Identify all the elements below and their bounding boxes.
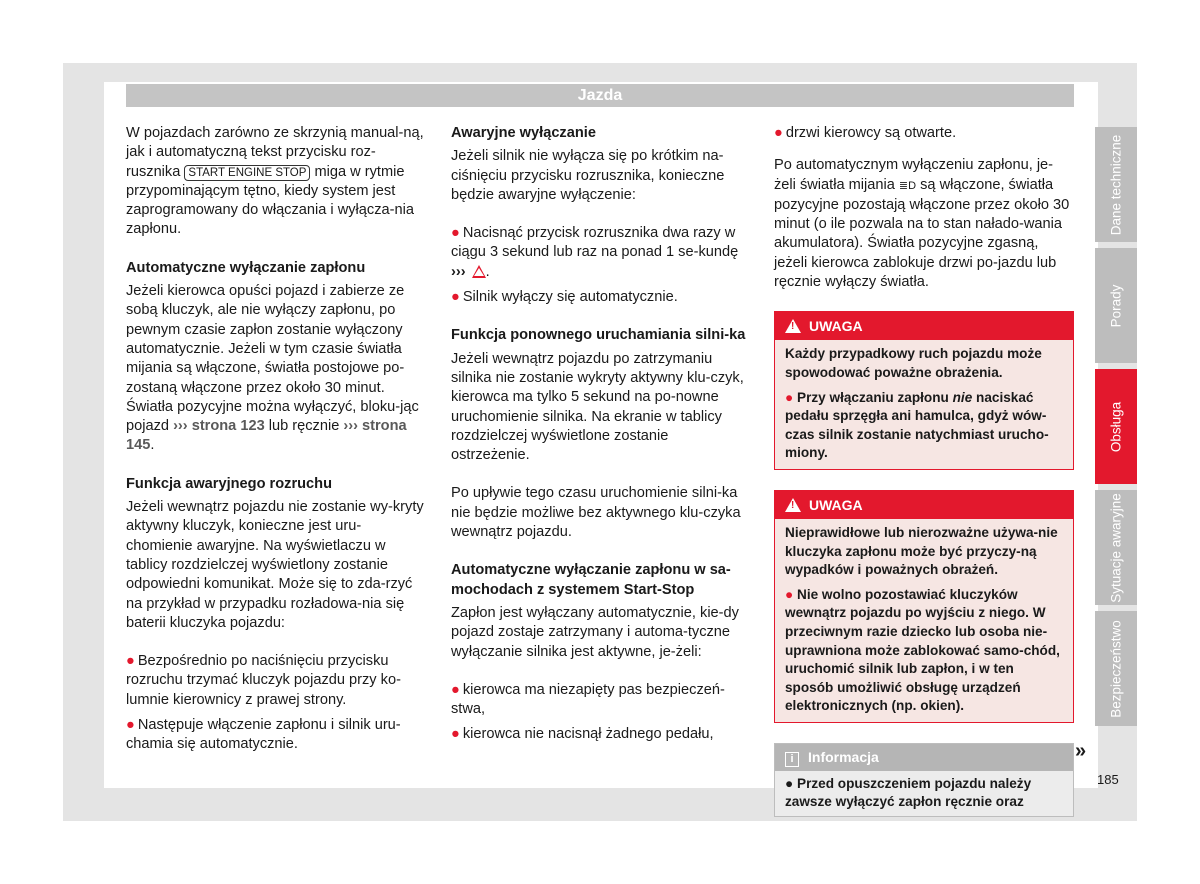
- warning-box-1: [774, 311, 1074, 470]
- list-item: ● Następuje włączenie zapłonu i silnik uru-chamia się automatycznie.: [126, 717, 401, 753]
- link-page-123[interactable]: ››› strona 123: [173, 418, 265, 435]
- heading-restart-function: Funkcja ponownego uruchamiania silni-ka: [451, 327, 746, 344]
- bullet-dot-icon: ●: [785, 775, 797, 791]
- warning-triangle-icon: [785, 319, 801, 333]
- column-1: [126, 124, 426, 774]
- low-beam-icon: ≣D: [898, 179, 917, 192]
- intro-paragraph: W pojazdach zarówno ze skrzynią manual-ną, jak i automatyczną tekst przycisku roz-rusznika START ENGINE STOP miga w rytmie przypominającym tętno, kiedy system jest zaprogramowany do włączania i wyłącza-nia zapłonu.: [126, 125, 424, 238]
- warning-triangle-icon: [472, 265, 486, 278]
- column-3: [774, 124, 1074, 817]
- list-item: ● Nacisnąć przycisk rozrusznika dwa razy w ciągu 3 sekund lub raz na ponad 1 se-kundę ››› .: [451, 225, 739, 280]
- paragraph-emergency-off: Jeżeli silnik nie wyłącza się po krótkim na-ciśnięciu przycisku rozrusznika, konieczne będzie awaryjne wyłączenie:: [451, 148, 725, 203]
- paragraph-lights: Po automatycznym wyłączeniu zapłonu, je-żeli światła mijania ≣D są włączone, światła pozycyjne pozostają włączone przez około 30 minut (o ile pozwala na to stan nałado-wania akumulatora). Światła pozycyjne zgasną, jeżeli kierowca zablokuje drzwi po-jazdu lub ręcznie wyłączy światła.: [774, 157, 1070, 291]
- start-engine-stop-button-label: START ENGINE STOP: [184, 165, 310, 181]
- tab-sytuacje-awaryjne[interactable]: Sytuacje awaryjne: [1095, 490, 1137, 605]
- link-warning-ref[interactable]: ›››: [451, 263, 466, 280]
- tab-obsluga[interactable]: Obsługa: [1095, 369, 1137, 484]
- warning-box-2: [774, 490, 1074, 723]
- list-item: ● Nie wolno pozostawiać kluczyków wewnątrz pojazdu po wyjściu z niego. W przeciwnym razie dziecko lub osoba nie-uprawniona może zablokować samo-chód, uruchomić silnik lub zapłon, i w ten sposób umożliwić obsługę urządzeń elektronicznych (np. okien).: [785, 586, 1060, 714]
- bullet-dot-icon: ●: [451, 726, 460, 743]
- paragraph-restart-timeout: Po upływie tego czasu uruchomienie silni-ka nie będzie możliwe bez aktywnego klu-czyka wewnątrz pojazdu.: [451, 485, 741, 541]
- list-item: ● kierowca nie nacisnął żadnego pedału,: [451, 726, 714, 743]
- warning-text: Każdy przypadkowy ruch pojazdu może spowodować poważne obrażenia.: [785, 346, 1042, 380]
- bullet-dot-icon: ●: [774, 125, 783, 141]
- heading-auto-ignition-off: Automatyczne wyłączanie zapłonu: [126, 259, 366, 276]
- paragraph-auto-ignition-off: Jeżeli kierowca opuści pojazd i zabierze ze sobą kluczyk, ale nie wyłączy zapłonu, po pewnym czasie zapłon zostanie wyłączony automatycznie. Jeżeli w tym czasie światła mijania są włączone, światła postojowe po-zostaną włączone przez około 30 minut. Światła pozycyjne można wyłączyć, bloku-jąc pojazd ››› strona 123 lub ręcznie ››› strona 145.: [126, 283, 419, 454]
- list-item: ● Bezpośrednio po naciśnięciu przycisku rozruchu trzymać kluczyk pojazdu przy ko-lumnie kierownicy z prawej strony.: [126, 653, 401, 708]
- tab-porady[interactable]: Porady: [1095, 248, 1137, 363]
- paragraph-start-stop: Zapłon jest wyłączany automatycznie, kie-dy pojazd zostaje zatrzymany i automa-tyczne wyłączanie silnika jest aktywne, je-żeli:: [451, 604, 739, 660]
- info-box-body: [775, 771, 1073, 816]
- list-item: ● Przy włączaniu zapłonu nie naciskać pedału sprzęgła ani hamulca, gdyż wów-czas silnik zostanie natychmiast urucho-miony.: [785, 389, 1049, 461]
- tab-dane-techniczne[interactable]: Dane techniczne: [1095, 127, 1137, 242]
- bullet-dot-icon: ●: [785, 586, 797, 602]
- bullet-dot-icon: ●: [126, 653, 135, 670]
- paragraph-restart-function: Jeżeli wewnątrz pojazdu po zatrzymaniu silnika nie zostanie wykryty aktywny klu-czyk, kierowca ma tylko 5 sekund na po-nowne uruchomienie silnika. Na ekranie w tablicy rozdzielczej wyświetlone zostanie ostrzeżenie.: [451, 350, 744, 464]
- list-item: ● kierowca ma niezapięty pas bezpieczeń-stwa,: [451, 681, 725, 718]
- tab-bezpieczenstwo[interactable]: Bezpieczeństwo: [1095, 611, 1137, 726]
- bullet-dot-icon: ●: [785, 389, 797, 405]
- warning-box-body: [775, 340, 1073, 469]
- bullet-dot-icon: ●: [451, 681, 460, 698]
- warning-triangle-icon: [785, 498, 801, 512]
- warning-text: Nieprawidłowe lub nierozważne używa-nie kluczyka zapłonu może być przyczy-ną wypadków i poważnych obrażeń.: [785, 524, 1058, 578]
- heading-emergency-off: Awaryjne wyłączanie: [451, 125, 596, 141]
- continued-arrow-icon: »: [1075, 740, 1087, 762]
- list-item: ● Silnik wyłączy się automatycznie.: [451, 289, 678, 306]
- link-page-145[interactable]: ››› strona 145: [126, 418, 407, 454]
- heading-start-stop: Automatyczne wyłączanie zapłonu w sa-mochodach z systemem Start-Stop: [451, 562, 731, 598]
- info-text: Przed opuszczeniem pojazdu należy zawsze wyłączyć zapłon ręcznie oraz: [785, 775, 1032, 810]
- list-item: ● drzwi kierowcy są otwarte.: [774, 125, 957, 141]
- heading-emergency-start: Funkcja awaryjnego rozruchu: [126, 475, 332, 492]
- warning-box-header: !UWAGA: [775, 491, 1073, 519]
- section-header: Jazda: [126, 84, 1074, 107]
- bullet-dot-icon: ●: [451, 289, 460, 306]
- info-box-header: i Informacja: [775, 744, 1073, 771]
- bullet-dot-icon: ●: [451, 225, 460, 242]
- bullet-dot-icon: ●: [126, 717, 135, 734]
- column-2: [451, 124, 751, 764]
- info-icon: i: [785, 752, 799, 767]
- warning-box-header: !UWAGA: [775, 312, 1073, 340]
- warning-box-body: [775, 519, 1073, 722]
- page-number: 185: [1097, 772, 1119, 787]
- paragraph-emergency-start: Jeżeli wewnątrz pojazdu nie zostanie wy-kryty aktywny kluczyk, konieczne jest uru-chomienie awaryjne. Na wyświetlaczu w tablicy rozdzielczej wyświetlony zostanie odpowiedni komunikat. Może się to zda-rzyć na przykład w przypadku rozładowa-nia się baterii kluczyka pojazdu:: [126, 499, 424, 631]
- info-box: [774, 743, 1074, 817]
